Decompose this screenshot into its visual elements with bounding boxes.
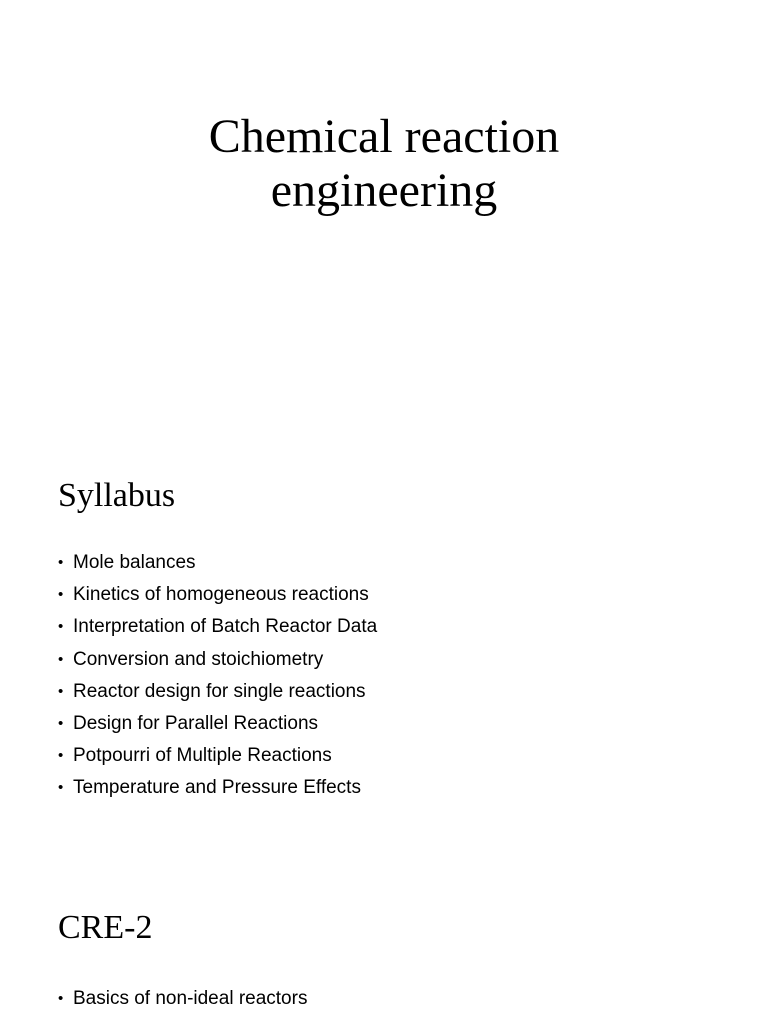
bullet-text: Interpretation of Batch Reactor Data xyxy=(73,616,378,638)
cre2-slide xyxy=(0,864,768,1024)
bullet-text: Design for Parallel Reactions xyxy=(73,712,319,734)
bullet-item xyxy=(58,983,307,1015)
bullet-text: Basics of non-ideal reactors xyxy=(73,988,308,1009)
bullet-item xyxy=(58,740,377,772)
bullet-item xyxy=(58,676,377,708)
syllabus-slide xyxy=(0,432,768,864)
bullet-text: Mole balances xyxy=(73,552,196,573)
bullet-text: Temperature and Pressure Effects xyxy=(73,777,361,799)
bullet-dot-icon: • xyxy=(58,586,64,604)
bullet-dot-icon: • xyxy=(58,554,64,571)
syllabus-heading: Syllabus xyxy=(58,477,176,514)
title-slide xyxy=(0,0,768,432)
bullet-text: Kinetics of homogeneous reactions xyxy=(73,584,369,606)
bullet-dot-icon: • xyxy=(58,618,64,636)
slide-title-line-1: Chemical reaction xyxy=(208,110,560,163)
syllabus-bullet-list xyxy=(58,547,377,805)
bullet-item xyxy=(58,547,377,579)
bullet-text: Reactor design for single reactions xyxy=(73,680,366,702)
bullet-item xyxy=(58,708,377,740)
bullet-item xyxy=(58,579,377,611)
bullet-dot-icon: • xyxy=(58,990,64,1007)
bullet-dot-icon: • xyxy=(58,779,64,797)
cre2-bullet-list xyxy=(58,983,307,1015)
cre2-heading: CRE-2 xyxy=(58,909,153,946)
bullet-dot-icon: • xyxy=(58,650,64,668)
bullet-dot-icon: • xyxy=(58,714,64,732)
bullet-item xyxy=(58,772,377,804)
bullet-item xyxy=(58,611,377,643)
slide-title xyxy=(0,110,768,218)
bullet-dot-icon: • xyxy=(58,747,64,765)
bullet-item xyxy=(58,644,377,676)
slide-title-line-2: engineering xyxy=(270,164,498,217)
bullet-text: Conversion and stoichiometry xyxy=(73,648,324,670)
bullet-text: Potpourri of Multiple Reactions xyxy=(73,745,332,767)
bullet-dot-icon: • xyxy=(58,682,64,700)
